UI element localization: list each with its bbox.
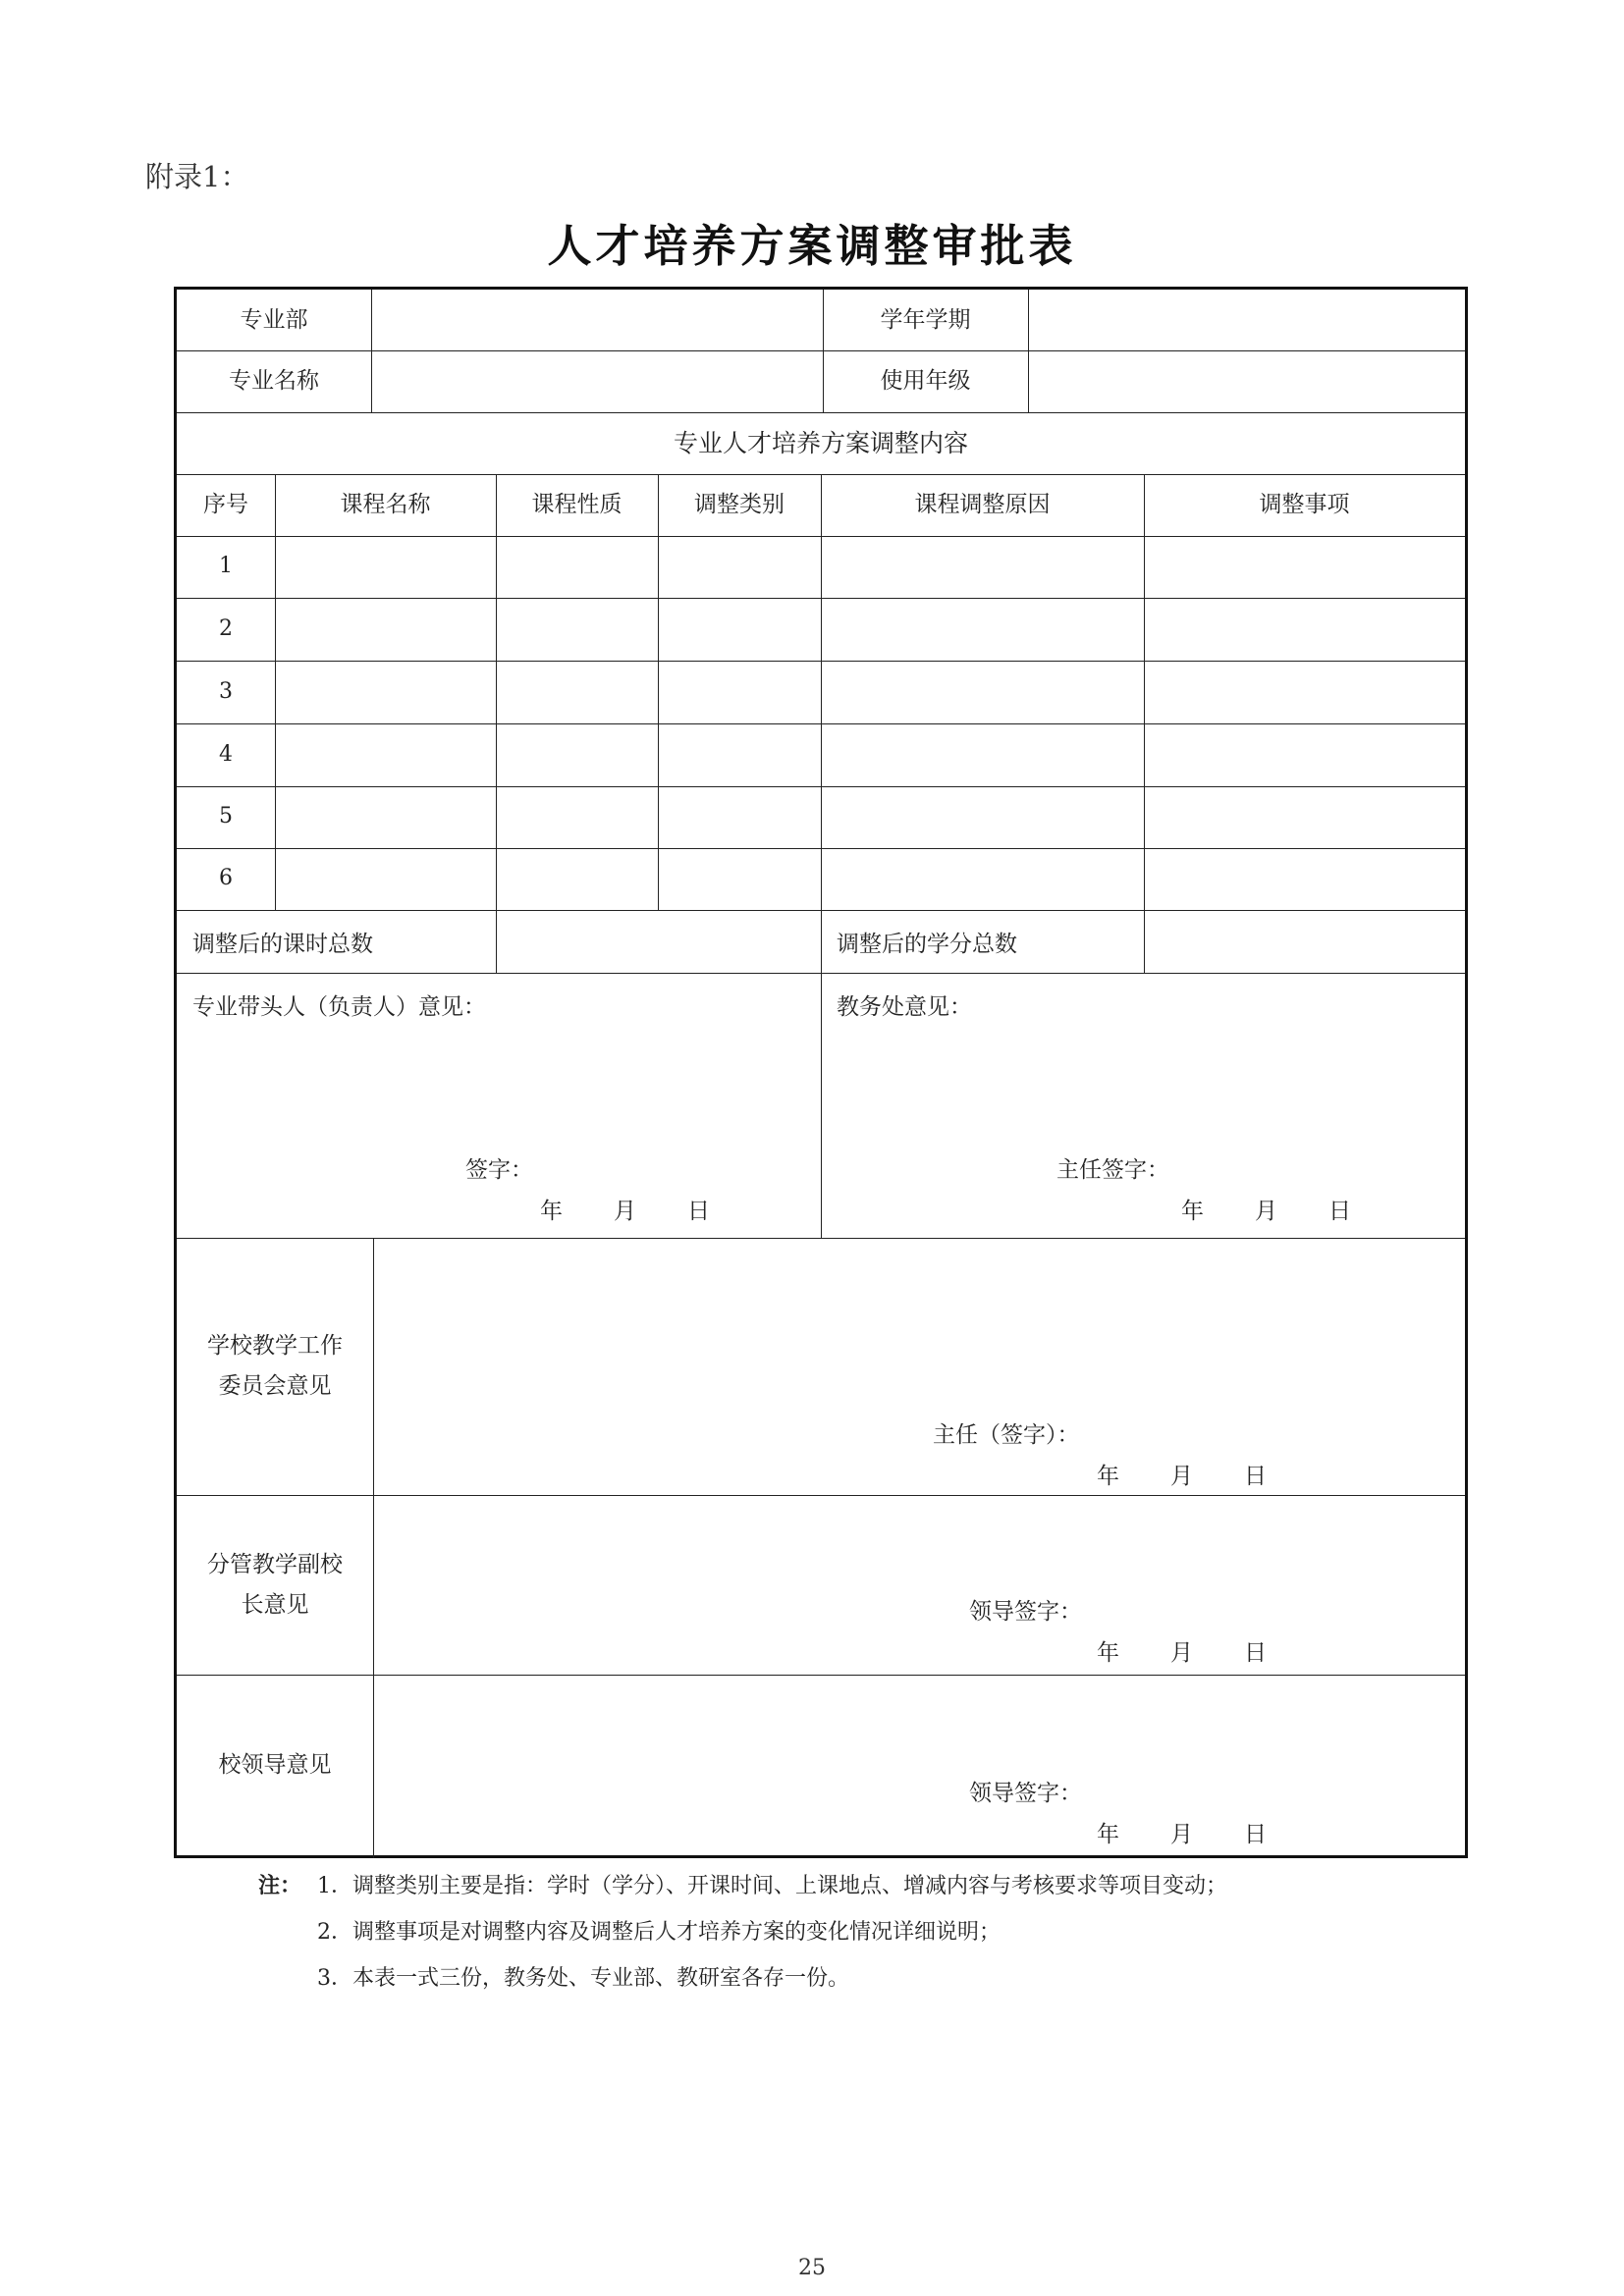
notes-label: 注： — [258, 1873, 302, 1898]
term-label: 学年学期 — [880, 306, 971, 333]
vice-principal-date — [1097, 1634, 1267, 1667]
date-month: 月 — [1170, 1822, 1193, 1847]
column-header: 课程性质 — [531, 492, 623, 518]
date-year: 年 — [540, 1199, 563, 1224]
date-year: 年 — [1097, 1822, 1119, 1847]
total-hours-field[interactable] — [496, 910, 821, 973]
note-text: 3．本表一式三份，教务处、专业部、教研室各存一份。 — [317, 1966, 849, 1991]
school-leader-date — [1097, 1816, 1267, 1848]
appendix-label: 附录1： — [145, 160, 249, 193]
page-number: 25 — [798, 2256, 826, 2280]
date-month: 月 — [1170, 1640, 1193, 1666]
grade-field[interactable] — [1028, 350, 1465, 412]
date-month: 月 — [614, 1199, 636, 1224]
column-header: 课程名称 — [340, 492, 431, 518]
date-year: 年 — [1097, 1464, 1119, 1489]
vice-principal-opinion-label: 分管教学副校长意见 — [207, 1551, 343, 1618]
column-header: 课程调整原因 — [914, 492, 1051, 518]
major-field[interactable] — [371, 350, 823, 412]
col-divider — [821, 474, 822, 1238]
col-divider — [658, 474, 659, 910]
leader-sign-label: 签字： — [465, 1157, 533, 1183]
leader-opinion-label: 专业带头人（负责人）意见： — [192, 994, 486, 1020]
office-date — [1181, 1193, 1351, 1225]
column-header: 序号 — [203, 492, 248, 518]
form-title: 人才培养方案调整审批表 — [547, 220, 1077, 272]
vice-principal-sign-label: 领导签字： — [969, 1599, 1082, 1625]
col-divider — [373, 1238, 374, 1858]
col-divider — [1144, 474, 1145, 973]
date-year: 年 — [1097, 1640, 1119, 1666]
date-year: 年 — [1181, 1199, 1204, 1224]
grade-label: 使用年级 — [880, 368, 971, 395]
school-leader-opinion-label: 校领导意见 — [218, 1751, 332, 1778]
row-number: 3 — [219, 678, 233, 704]
date-day: 日 — [1244, 1464, 1267, 1489]
col-divider — [496, 474, 497, 973]
row-number: 5 — [219, 804, 233, 829]
committee-sign-label: 主任（签字）： — [933, 1422, 1080, 1448]
date-day: 日 — [1244, 1640, 1267, 1666]
total-credits-label: 调整后的学分总数 — [837, 932, 1017, 957]
leader-date — [540, 1193, 710, 1225]
notes — [258, 1863, 1227, 2002]
school-leader-sign-label: 领导签字： — [969, 1781, 1082, 1806]
note-item — [258, 1909, 1227, 1955]
term-field[interactable] — [1028, 290, 1465, 350]
dept-label: 专业部 — [240, 306, 308, 333]
column-header: 调整类别 — [694, 492, 785, 518]
date-day: 日 — [1328, 1199, 1351, 1224]
section-title: 专业人才培养方案调整内容 — [673, 428, 968, 457]
row-number: 6 — [219, 866, 233, 891]
note-item — [258, 1863, 1227, 1909]
date-month: 月 — [1170, 1464, 1193, 1489]
note-text: 2．调整事项是对调整内容及调整后人才培养方案的变化情况详细说明； — [317, 1920, 1001, 1945]
date-month: 月 — [1255, 1199, 1277, 1224]
note-item — [258, 1955, 1227, 2002]
total-hours-label: 调整后的课时总数 — [192, 932, 373, 957]
committee-date — [1097, 1458, 1267, 1490]
office-opinion-label: 教务处意见： — [837, 994, 972, 1020]
dept-field[interactable] — [371, 290, 823, 350]
committee-opinion-label: 学校教学工作委员会意见 — [207, 1333, 343, 1399]
col-divider — [275, 474, 276, 910]
date-day: 日 — [1244, 1822, 1267, 1847]
row-number: 2 — [219, 615, 233, 641]
approval-form — [174, 287, 1468, 1858]
column-header: 调整事项 — [1259, 492, 1350, 518]
date-day: 日 — [687, 1199, 710, 1224]
office-sign-label: 主任签字： — [1056, 1157, 1169, 1183]
major-label: 专业名称 — [229, 368, 319, 395]
total-credits-field[interactable] — [1144, 910, 1465, 973]
note-text: 1．调整类别主要是指：学时（学分）、开课时间、上课地点、增减内容与考核要求等项目变动； — [317, 1874, 1228, 1898]
row-number: 4 — [219, 741, 233, 767]
row-number: 1 — [219, 554, 233, 579]
